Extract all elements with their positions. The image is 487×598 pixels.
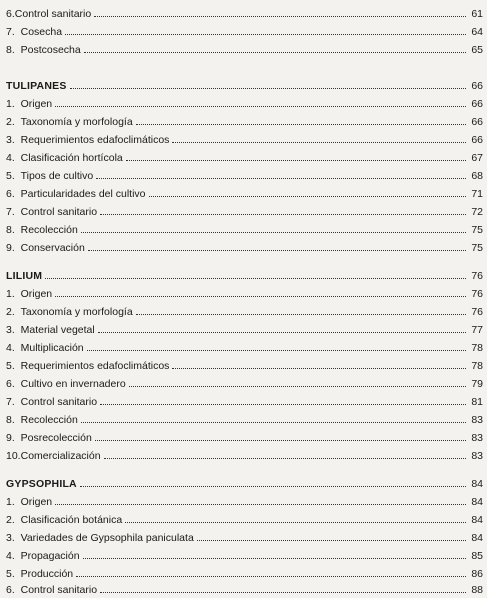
leader-dots (84, 51, 466, 53)
section-page: 66 (471, 80, 483, 92)
entry-title: Material vegetal (20, 324, 95, 336)
toc-entry (6, 220, 483, 236)
entry-title: Recolección (20, 414, 78, 426)
entry-page: 66 (471, 98, 483, 110)
section-page: 76 (471, 270, 483, 282)
entry-page: 85 (471, 550, 483, 562)
entry-title: Clasificación botánica (20, 514, 123, 526)
leader-dots (94, 15, 466, 17)
leader-dots (83, 557, 466, 559)
leader-dots (172, 367, 466, 369)
entry-title: Posrecolección (20, 432, 92, 444)
entry-page: 75 (471, 242, 483, 254)
entry-title: Particularidades del cultivo (20, 188, 146, 200)
entry-number: 2. (6, 116, 15, 128)
toc-entry (6, 392, 483, 408)
entry-number: 10. (6, 450, 21, 462)
leader-dots (125, 521, 466, 523)
entry-title: Control sanitario (14, 8, 92, 20)
leader-dots (149, 195, 466, 197)
entry-title: Comercialización (20, 450, 101, 462)
entry-page: 75 (471, 224, 483, 236)
entry-page: 66 (471, 116, 483, 128)
entry-number: 6. (6, 8, 15, 20)
leader-dots (80, 485, 466, 487)
leader-dots (45, 277, 466, 279)
leader-dots (81, 421, 466, 423)
leader-dots (65, 33, 466, 35)
entry-title: Producción (20, 568, 74, 580)
entry-page: 79 (471, 378, 483, 390)
leader-dots (81, 231, 466, 233)
toc-entry (6, 580, 483, 596)
entry-number: 8. (6, 224, 15, 236)
toc-entry (6, 40, 483, 56)
entry-number: 4. (6, 342, 15, 354)
entry-number: 9. (6, 242, 15, 254)
entry-page: 83 (471, 414, 483, 426)
leader-dots (87, 349, 466, 351)
entry-title: Cultivo en invernadero (20, 378, 126, 390)
entry-number: 7. (6, 396, 15, 408)
entry-number: 8. (6, 414, 15, 426)
leader-dots (172, 141, 466, 143)
section-heading-gypsophila (6, 474, 483, 490)
leader-dots (70, 87, 466, 89)
entry-page: 88 (471, 584, 483, 596)
entry-number: 4. (6, 152, 15, 164)
entry-page: 65 (471, 44, 483, 56)
entry-page: 76 (471, 306, 483, 318)
section-title: LILIUM (6, 270, 43, 282)
section-heading-tulipanes (6, 76, 483, 92)
entry-number: 8. (6, 44, 15, 56)
toc-entry (6, 166, 483, 182)
entry-title: Postcosecha (20, 44, 81, 56)
leader-dots (126, 159, 466, 161)
toc-entry (6, 510, 483, 526)
leader-dots (197, 539, 466, 541)
leader-dots (95, 439, 466, 441)
entry-number: 2. (6, 514, 15, 526)
leader-dots (55, 295, 466, 297)
entry-page: 83 (471, 432, 483, 444)
entry-title: Origen (20, 496, 53, 508)
toc-entry (6, 284, 483, 300)
entry-number: 3. (6, 324, 15, 336)
entry-page: 84 (471, 514, 483, 526)
leader-dots (76, 575, 466, 577)
entry-number: 1. (6, 98, 15, 110)
entry-number: 4. (6, 550, 15, 562)
entry-title: Variedades de Gypsophila paniculata (20, 532, 194, 544)
leader-dots (88, 249, 466, 251)
entry-page: 86 (471, 568, 483, 580)
entry-title: Requerimientos edafoclimáticos (20, 360, 170, 372)
leader-dots (136, 313, 466, 315)
entry-page: 84 (471, 532, 483, 544)
toc-entry (6, 428, 483, 444)
entry-title: Multiplicación (20, 342, 84, 354)
toc-entry (6, 564, 483, 580)
toc-entry (6, 410, 483, 426)
entry-title: Origen (20, 288, 53, 300)
toc-entry (6, 22, 483, 38)
entry-title: Requerimientos edafoclimáticos (20, 134, 170, 146)
toc-entry (6, 202, 483, 218)
leader-dots (136, 123, 466, 125)
entry-page: 84 (471, 496, 483, 508)
leader-dots (129, 385, 466, 387)
entry-page: 77 (471, 324, 483, 336)
entry-number: 2. (6, 306, 15, 318)
toc-entry (6, 130, 483, 146)
entry-number: 7. (6, 206, 15, 218)
leader-dots (55, 105, 466, 107)
leader-dots (96, 177, 466, 179)
toc-entry (6, 302, 483, 318)
entry-title: Conservación (20, 242, 85, 254)
entry-page: 64 (471, 26, 483, 38)
toc-entry (6, 112, 483, 128)
toc-entry (6, 238, 483, 254)
entry-title: Control sanitario (20, 584, 98, 596)
entry-title: Origen (20, 98, 53, 110)
entry-page: 78 (471, 342, 483, 354)
toc-entry (6, 148, 483, 164)
entry-page: 83 (471, 450, 483, 462)
entry-number: 1. (6, 496, 15, 508)
entry-page: 81 (471, 396, 483, 408)
entry-title: Propagación (20, 550, 80, 562)
toc-entry (6, 338, 483, 354)
entry-title: Taxonomía y morfología (20, 116, 133, 128)
entry-page: 68 (471, 170, 483, 182)
entry-number: 5. (6, 170, 15, 182)
leader-dots (100, 403, 466, 405)
entry-title: Control sanitario (20, 206, 98, 218)
toc-entry (6, 492, 483, 508)
entry-number: 7. (6, 26, 15, 38)
toc-entry (6, 320, 483, 336)
section-title: TULIPANES (6, 80, 67, 92)
entry-page: 78 (471, 360, 483, 372)
toc-entry (6, 184, 483, 200)
entry-number: 1. (6, 288, 15, 300)
section-title: GYPSOPHILA (6, 478, 77, 490)
entry-page: 76 (471, 288, 483, 300)
entry-page: 72 (471, 206, 483, 218)
leader-dots (100, 213, 466, 215)
entry-title: Tipos de cultivo (20, 170, 94, 182)
toc-entry (6, 4, 483, 20)
entry-page: 71 (471, 188, 483, 200)
entry-number: 5. (6, 360, 15, 372)
leader-dots (100, 591, 466, 593)
entry-page: 67 (471, 152, 483, 164)
entry-page: 66 (471, 134, 483, 146)
entry-title: Control sanitario (20, 396, 98, 408)
entry-page: 61 (471, 8, 483, 20)
toc-entry (6, 446, 483, 462)
section-page: 84 (471, 478, 483, 490)
leader-dots (55, 503, 466, 505)
toc-entry (6, 94, 483, 110)
toc-entry (6, 546, 483, 562)
entry-number: 3. (6, 532, 15, 544)
entry-title: Taxonomía y morfología (20, 306, 133, 318)
section-heading-lilium (6, 266, 483, 282)
entry-number: 6. (6, 378, 15, 390)
entry-title: Recolección (20, 224, 78, 236)
entry-number: 3. (6, 134, 15, 146)
toc-entry (6, 356, 483, 372)
entry-number: 6. (6, 188, 15, 200)
entry-number: 5. (6, 568, 15, 580)
toc-entry (6, 528, 483, 544)
entry-title: Cosecha (20, 26, 63, 38)
leader-dots (98, 331, 466, 333)
entry-number: 6. (6, 584, 15, 596)
leader-dots (104, 457, 466, 459)
toc-entry (6, 374, 483, 390)
entry-number: 9. (6, 432, 15, 444)
entry-title: Clasificación hortícola (20, 152, 123, 164)
